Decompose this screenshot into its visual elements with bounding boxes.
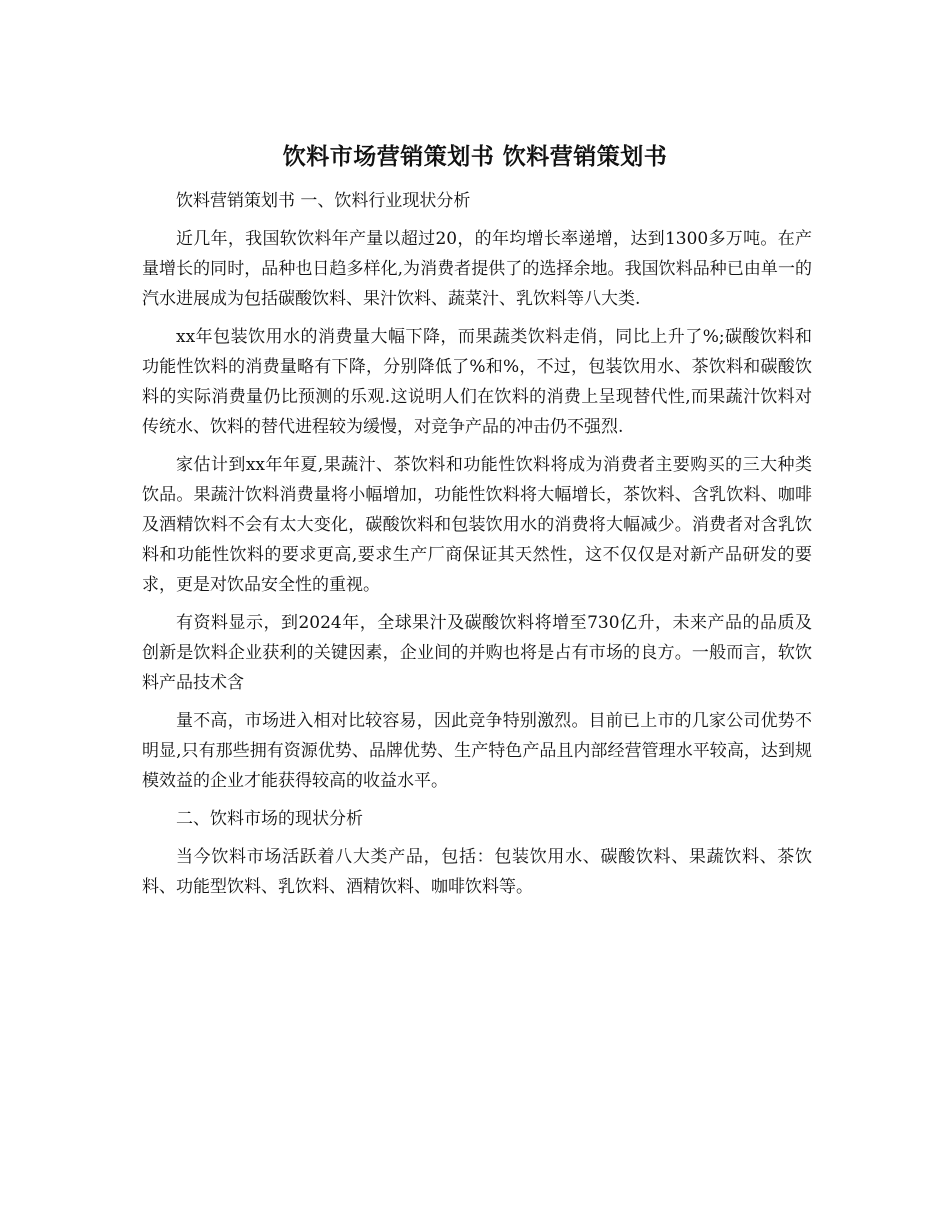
paragraph: xx年包装饮用水的消费量大幅下降，而果蔬类饮料走俏，同比上升了%;碳酸饮料和功能性饮料的消费量略有下降，分别降低了%和%，不过，包装饮用水、茶饮料和碳酸饮料的实际消费量仍比预测的乐观.这说明人们在饮料的消费上呈现替代性,而果蔬汁饮料对传统水、饮料的替代进程较为缓慢，对竞争产品的冲击仍不强烈.: [142, 327, 812, 437]
paragraph: 当今饮料市场活跃着八大类产品，包括：包装饮用水、碳酸饮料、果蔬饮料、茶饮料、功能型饮料、乳饮料、酒精饮料、咖啡饮料等。: [142, 847, 812, 897]
paragraph: 近几年，我国软饮料年产量以超过20，的年均增长率递增，达到1300多万吨。在产量增长的同时，品种也日趋多样化,为消费者提供了的选择余地。我国饮料品种已由单一的汽水进展成为包括碳酸饮料、果汁饮料、蔬菜汁、乳饮料等八大类.: [142, 229, 812, 309]
document-body: [142, 186, 812, 910]
paragraph-section-heading: 二、饮料市场的现状分析: [176, 809, 363, 829]
document-title: 饮料市场营销策划书 饮料营销策划书: [282, 143, 668, 170]
paragraph: 家估计到xx年年夏,果蔬汁、茶饮料和功能性饮料将成为消费者主要购买的三大种类饮品。果蔬汁饮料消费量将小幅增加，功能性饮料将大幅增长，茶饮料、含乳饮料、咖啡及酒精饮料不会有太大变化，碳酸饮料和包装饮用水的消费将大幅减少。消费者对含乳饮料和功能性饮料的要求更高,要求生产厂商保证其天然性，这不仅仅是对新产品研发的要求，更是对饮品安全性的重视。: [142, 455, 812, 595]
paragraph: 有资料显示，到2024年，全球果汁及碳酸饮料将增至730亿升，未来产品的品质及创新是饮料企业获利的关键因素，企业间的并购也将是占有市场的良方。一般而言，软饮料产品技术含: [142, 613, 812, 693]
paragraph: 量不高，市场进入相对比较容易，因此竞争特别激烈。目前已上市的几家公司优势不明显,只有那些拥有资源优势、品牌优势、生产特色产品且内部经营管理水平较高，达到规模效益的企业才能获得较高的收益水平。: [142, 711, 812, 791]
paragraph-section-heading: 饮料营销策划书 一、饮料行业现状分析: [176, 191, 471, 211]
